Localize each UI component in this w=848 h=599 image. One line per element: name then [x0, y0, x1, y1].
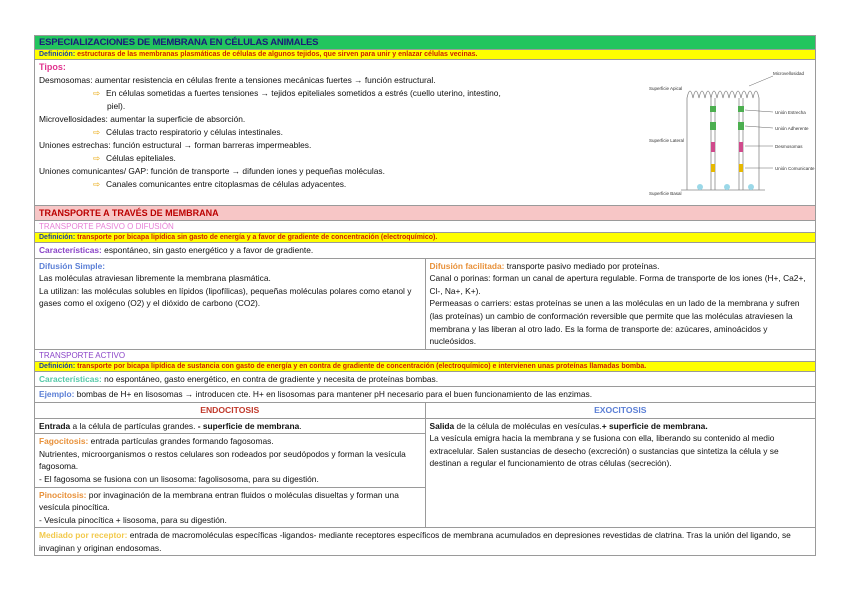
label-desmosomas: Desmosomas	[775, 144, 803, 149]
fagocitosis-block	[35, 433, 425, 486]
caracteristicas-pasivo	[35, 243, 815, 259]
transporte-title: TRANSPORTE A TRAVÉS DE MEMBRANA	[35, 206, 815, 221]
exocitosis-heading: EXOCITOSIS	[594, 404, 647, 415]
ejemplo-label: Ejemplo:	[39, 389, 75, 400]
receptor-text: entrada de macromoléculas específicas -ligandos- mediante receptores específicos de membrana acumulados en depresiones revestidas de clatrina. Tras la unión del ligando, se invaginan y originan endosomas.	[39, 530, 791, 553]
microvellosidades-sub: Células tracto respiratorio y células intestinales.	[106, 127, 283, 137]
caracteristicas-activo-label: Características:	[39, 373, 102, 384]
cell-junction-diagram	[645, 60, 815, 205]
definition-row	[35, 50, 815, 60]
caracteristicas-label: Características:	[39, 245, 102, 255]
label-microvellosidad: Microvellosidad	[773, 71, 805, 76]
arrow-icon: ⇨	[93, 88, 101, 98]
definition-activo-text: transporte por bicapa lipídica de sustancia con gasto de energía y en contra de gradiente de concentración (electroquímico) e intervienen unas proteínas llamadas bomba.	[77, 362, 647, 370]
entrada-text: a la célula de partículas grandes.	[70, 420, 198, 431]
endocitosis-entrada	[35, 418, 425, 434]
pinocitosis-block	[35, 487, 425, 528]
mediado-receptor-row	[35, 528, 815, 555]
transporte-pasivo-heading: TRANSPORTE PASIVO O DIFUSIÓN	[35, 221, 815, 233]
exocitosis-cell	[425, 403, 816, 527]
salida-text: de la célula de moléculas en vesículas.	[454, 420, 602, 431]
salida-superficie: + superficie de membrana.	[601, 420, 708, 431]
difusion-facilitada-cell	[425, 259, 816, 349]
transporte-activo-heading: TRANSPORTE ACTIVO	[35, 350, 815, 362]
receptor-label: Mediado por receptor:	[39, 530, 128, 541]
entrada-period: .	[299, 420, 302, 431]
exocitosis-2: La vesícula emigra hacia la membrana y se fusiona con ella, liberando su contenido al medio extracelular. Salen sustancias de desecho (excreción) o sustancias que sintetiza la célula y se destinan a regular el funcionamiento de otras células (secreción).	[429, 433, 779, 469]
uniones-gap-item: Uniones comunicantes/ GAP: función de transporte → difunden iones y pequeñas moléculas.	[39, 166, 385, 176]
fagocitosis-label: Fagocitosis:	[39, 436, 89, 447]
definition-text: estructuras de las membranas plasmáticas de células de algunos tejidos, que sirven para unir y enlazar células vecinas.	[77, 51, 478, 58]
uniones-estrechas-item: Uniones estrechas: función estructural → forman barreras impermeables.	[39, 140, 312, 150]
pinocitosis-2: - Vesícula pinocítica + lisosoma, para su digestión.	[39, 514, 227, 525]
fagocitosis-2: Nutrientes, microorganismos o restos celulares son rodeados por seudópodos y forman la vesícula fagosoma.	[39, 448, 406, 472]
definition-label: Definición:	[39, 362, 76, 370]
difusion-facilitada-2: Canal o porinas: forman un canal de apertura regulable. Forma de transporte de los iones (H+, Ca2+, Cl-, Na+, K+).	[429, 273, 806, 296]
uniones-estrechas-sub: Células epiteliales.	[106, 153, 176, 163]
label-apical: Superficie Apical	[649, 86, 683, 91]
caracteristicas-activo	[35, 372, 815, 388]
difusion-facilitada-1: transporte pasivo mediado por proteínas.	[504, 260, 660, 271]
definition-label: Definición:	[39, 51, 76, 58]
caracteristicas-text: espontáneo, sin gasto energético y a favor de gradiente.	[101, 245, 314, 255]
definition-pasivo-text: transporte por bicapa lipídica sin gasto de energía y a favor de gradiente de concentración (electroquímico).	[77, 234, 438, 241]
arrow-icon: ⇨	[93, 153, 101, 163]
pinocitosis-1: por invaginación de la membrana entran fluidos o moléculas disueltas y forman una vesícula pinocítica.	[39, 489, 399, 513]
citosis-columns	[35, 403, 815, 528]
caracteristicas-activo-text: no espontáneo, gasto energético, en contra de gradiente y necesita de proteínas bombas.	[101, 373, 439, 384]
exocitosis-body	[426, 418, 816, 471]
label-comunicante: Unión Comunicante	[775, 166, 815, 171]
label-lateral: Superficie Lateral	[649, 138, 685, 143]
entrada-superficie: - superficie de membrana	[197, 420, 300, 431]
label-adherente: Unión Adherente	[775, 126, 809, 131]
microvellosidades-item: Microvellosidades: aumentar la superficie de absorción.	[39, 114, 246, 124]
difusion-simple-label: Difusión Simple:	[39, 260, 106, 271]
tipos-list	[35, 60, 645, 205]
label-estrecha: Unión Estrecha	[775, 110, 806, 115]
document-table	[34, 35, 816, 556]
endocitosis-heading: ENDOCITOSIS	[200, 404, 260, 415]
section-title: ESPECIALIZACIONES DE MEMBRANA EN CÉLULAS ANIMALES	[35, 36, 815, 50]
fagocitosis-3: - El fagosoma se fusiona con un lisosoma: fagolisosoma, para su digestión.	[39, 473, 319, 484]
junction-illustration	[645, 60, 815, 200]
desmosomas-sub: En células sometidas a fuertes tensiones → tejidos epiteliales sometidos a estrés (cuello uterino, intestino,	[106, 88, 501, 98]
difusion-simple-2: La utilizan: las moléculas solubles en lípidos (lipofílicas), pequeñas moléculas polares como etanol y gases como el oxígeno (O2) y el dióxido de carbono (CO2).	[39, 285, 412, 309]
endocitosis-cell	[35, 403, 425, 527]
tipos-label: Tipos:	[39, 62, 66, 72]
tipos-section	[35, 60, 815, 206]
desmosomas-item: Desmosomas: aumentar resistencia en células frente a tensiones mecánicas fuertes → función estructural.	[39, 75, 436, 85]
definition-pasivo-row	[35, 233, 815, 243]
difusion-simple-cell	[35, 259, 425, 349]
ejemplo-text: bombas de H+ en lisosomas → introducen cte. H+ en lisosomas para mantener pH necesario para el buen funcionamiento de las enzimas.	[74, 389, 593, 400]
definition-activo-row	[35, 362, 815, 372]
difusion-columns	[35, 259, 815, 350]
fagocitosis-1: entrada partículas grandes formando fagosomas.	[88, 436, 274, 447]
uniones-gap-sub: Canales comunicantes entre citoplasmas de células adyacentes.	[106, 179, 347, 189]
difusion-simple-1: Las moléculas atraviesan libremente la membrana plasmática.	[39, 273, 271, 284]
arrow-icon: ⇨	[93, 127, 101, 137]
arrow-icon: ⇨	[93, 179, 101, 189]
ejemplo-row	[35, 387, 815, 403]
pinocitosis-label: Pinocitosis:	[39, 489, 87, 500]
salida-word: Salida	[429, 420, 455, 431]
desmosomas-sub2: piel).	[107, 101, 126, 111]
entrada-word: Entrada	[39, 420, 71, 431]
difusion-facilitada-label: Difusión facilitada:	[429, 260, 505, 271]
definition-label: Definición:	[39, 234, 76, 241]
label-basal: Superficie Basal	[649, 191, 682, 196]
difusion-facilitada-3: Permeasas o carriers: estas proteínas se unen a las moléculas en un lado de la membrana y sufren (las proteínas) un cambio de conformación reversible que permite que las moléculas atraviesen la membrana y las liberan al otro lado. Es la forma de transporte de: azúcares, aminoácidos y nucleósidos.	[429, 298, 800, 347]
